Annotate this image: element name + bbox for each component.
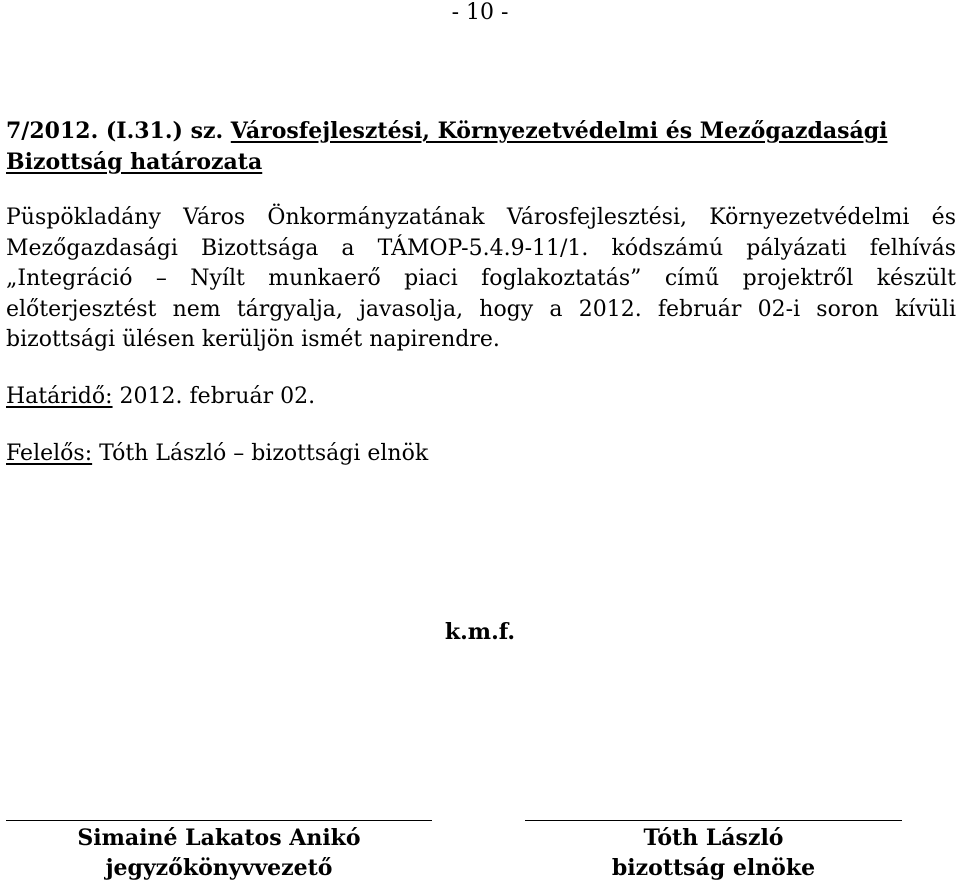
- committee-name: Városfejlesztési, Környezetvédelmi és Mezőgazdasági: [230, 118, 888, 144]
- signature-block-recorder: [6, 820, 432, 883]
- page-number: - 10 -: [451, 0, 509, 25]
- signer-role: bizottság elnöke: [611, 855, 816, 881]
- signature-block-chair: [525, 820, 902, 883]
- kmf-mark: k.m.f.: [444, 619, 516, 645]
- resolution-title: Bizottság határozata: [6, 149, 263, 175]
- heading-line-1: [6, 116, 956, 147]
- resolution-number: 7/2012. (I.31.) sz.: [6, 118, 231, 144]
- responsible-label: Felelős:: [6, 441, 93, 466]
- signer-name: Simainé Lakatos Anikó: [77, 825, 361, 851]
- deadline-label: Határidő:: [6, 384, 113, 409]
- deadline: [6, 383, 315, 411]
- signature-line: [525, 820, 902, 821]
- signer-name: Tóth László: [643, 825, 784, 851]
- resolution-body: Püspökladány Város Önkormányzatának Városfejlesztési, Környezetvédelmi és Mezőgazdasági Bizottsága a TÁMOP-5.4.9-11/1. kódszámú pályázati felhívás „Integráció – Nyílt munkaerő piaci foglakoztatás” című projektről készült előterjesztést nem tárgyalja, javasolja, hogy a 2012. február 02-i soron kívüli bizottsági ülésen kerüljön ismét napirendre.: [6, 205, 956, 352]
- heading-line-2: [6, 147, 956, 178]
- responsible-person: [6, 440, 428, 468]
- signer-role: jegyzőkönyvvezető: [105, 855, 333, 881]
- responsible-value: Tóth László – bizottsági elnök: [92, 441, 429, 466]
- deadline-value: 2012. február 02.: [112, 384, 316, 409]
- signature-line: [6, 820, 432, 821]
- resolution-heading: [6, 116, 956, 178]
